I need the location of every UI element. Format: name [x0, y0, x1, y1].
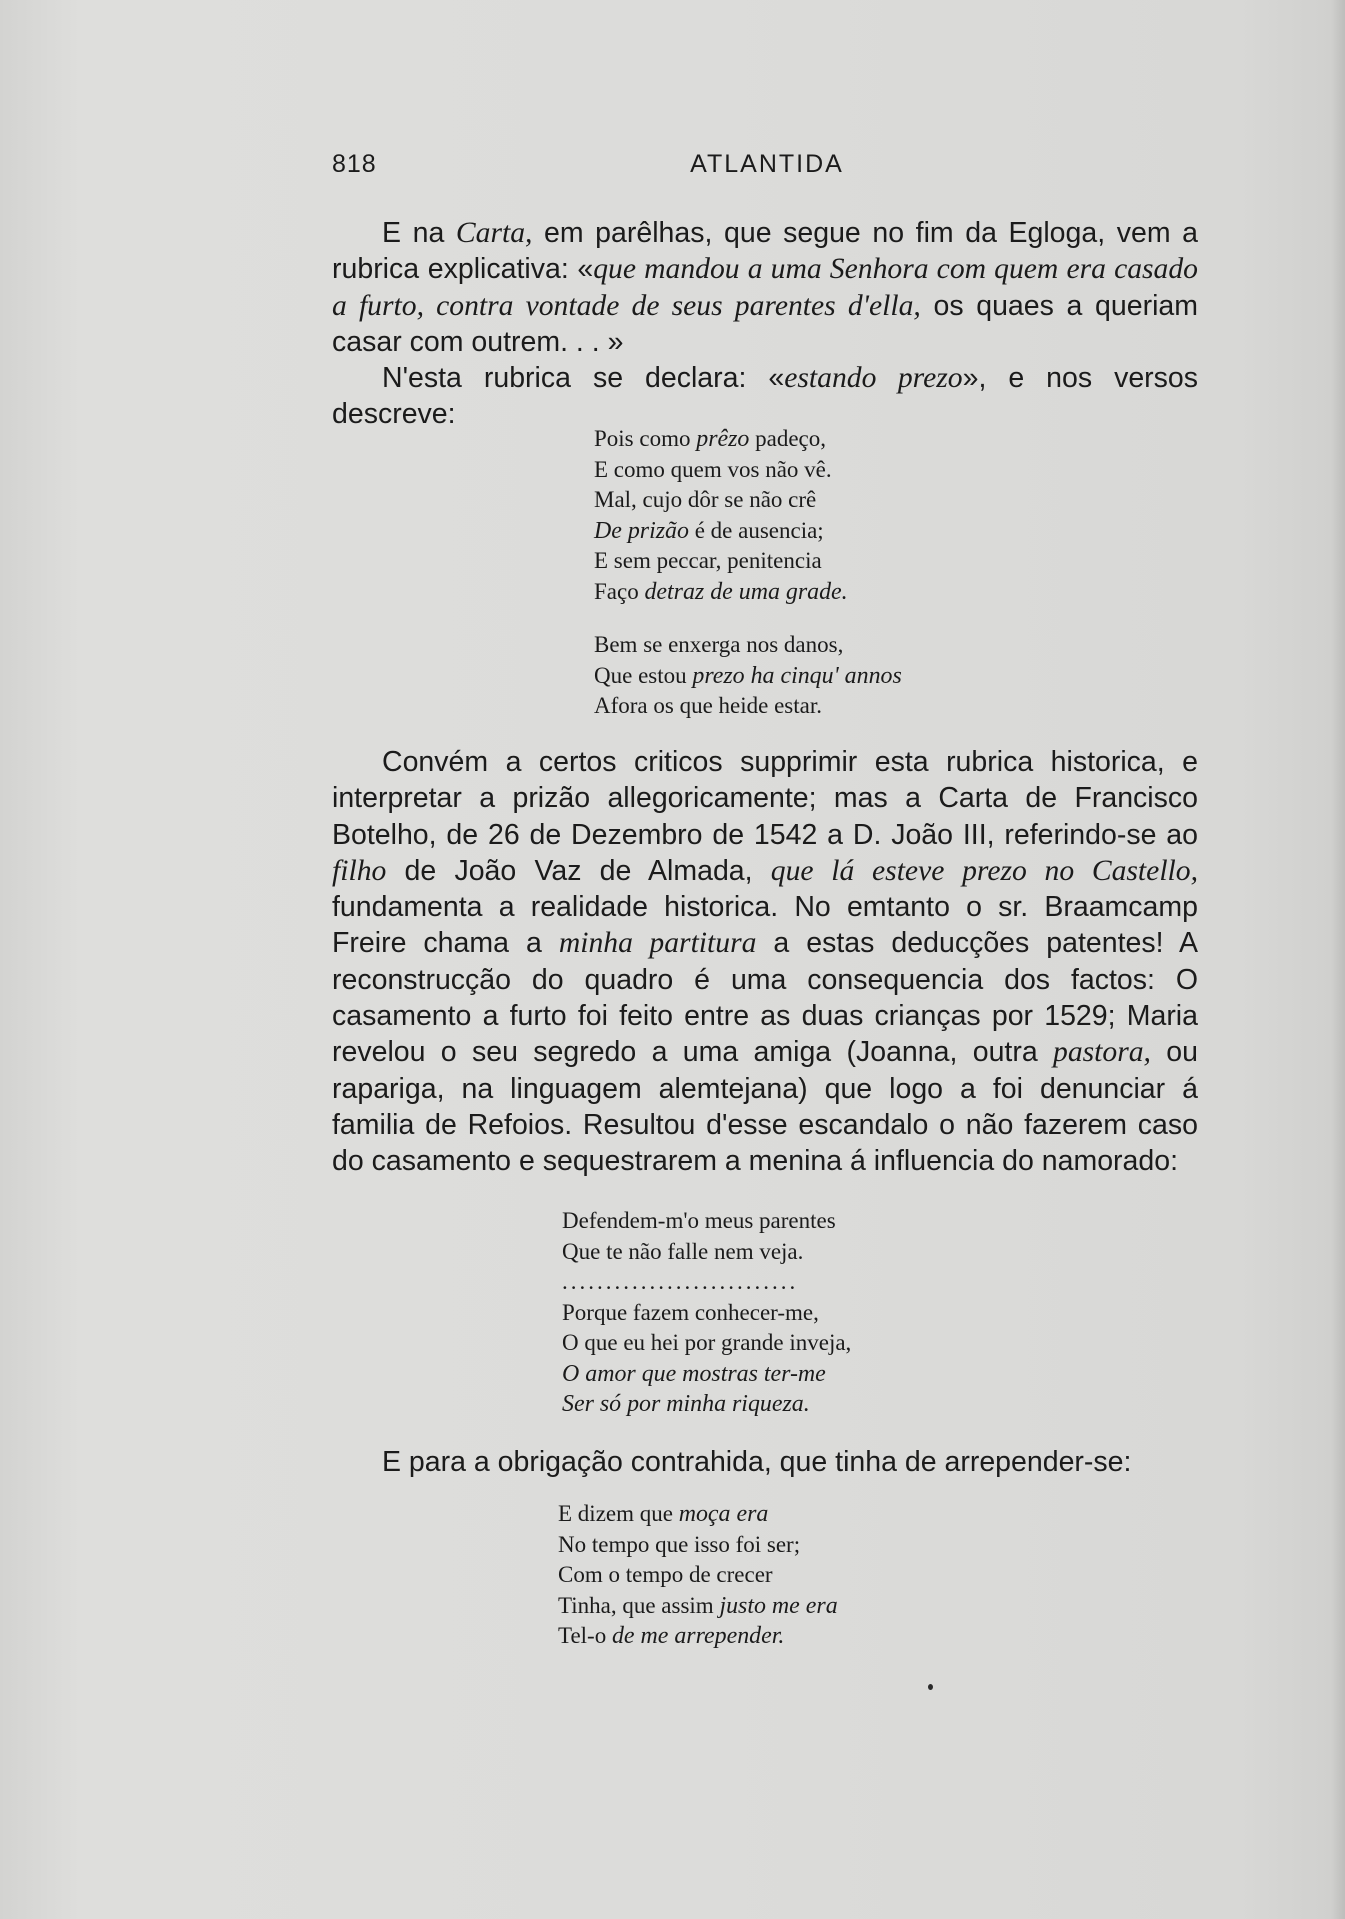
verse-line: Que estou prezo ha cinqu' annos [594, 662, 902, 689]
text-run: N'esta rubrica se declara: « [382, 362, 785, 395]
ink-speck [928, 1684, 933, 1690]
verse-line: E sem peccar, penitencia [594, 548, 822, 573]
page-number: 818 [332, 150, 377, 178]
italic-run: estando prezo [784, 362, 963, 395]
verse-line: Afora os que heide estar. [594, 693, 823, 718]
text-run: de João Vaz de Almada, [386, 854, 771, 887]
paragraph-prizao-argument [332, 744, 1198, 1180]
text-run: », e nos versos descreve: [332, 362, 1199, 431]
verse-line: Tinha, que assim justo me era [558, 1592, 838, 1619]
text-run: fundamenta a realidade historica. No emtanto o sr. Braamcamp Freire chama a [332, 891, 1198, 960]
verse-line: Que te não falle nem veja. [562, 1238, 804, 1264]
verse-line: O amor que mostras ter-me [562, 1360, 826, 1387]
text-run: em parêlhas, que segue no fim da Egloga, vem a rubrica explicativa: « [332, 217, 1199, 286]
verse-line: Mal, cujo dôr se não crê [594, 487, 817, 512]
paragraph-carta-rubrica [332, 215, 1198, 433]
verse-line: O que eu hei por grande inveja, [562, 1330, 852, 1355]
paragraph-rubrica-declara [332, 360, 1198, 433]
verse-line: E como quem vos não vê. [594, 456, 832, 482]
verse-stanza-3 [562, 1206, 851, 1420]
verse-line: E dizem que moça era [558, 1501, 769, 1527]
verse-line: Porque fazem conhecer-me, [562, 1299, 819, 1325]
verse-line: No tempo que isso foi ser; [558, 1531, 801, 1557]
paragraph-obrigacao: E para a obrigação contrahida, que tinha de arrepender-se: [382, 1446, 1132, 1478]
verse-line: Pois como prêzo padeço, [594, 426, 826, 452]
verse-line: Faço detraz de uma grade. [594, 578, 848, 605]
verse-line: Bem se enxerga nos danos, [594, 632, 844, 657]
italic-run: filho [332, 854, 387, 887]
verse-line: Defendem-m'o meus parentes [562, 1208, 836, 1233]
verse-line: De prizão é de ausencia; [594, 517, 824, 544]
text-run: a estas deducções patentes! A reconstrucção do quadro é uma consequencia dos factos: O casamento a furto foi feito entre as duas crianças por 1529; Maria revelou o seu segredo a uma amiga (Joanna, outra [332, 927, 1198, 1069]
verse-line: Ser só por minha riqueza. [562, 1391, 810, 1417]
page-edge-shadow [1331, 0, 1345, 1919]
verse-ellipsis-row: ........................... [562, 1269, 799, 1294]
verse-stanza-4 [558, 1499, 838, 1652]
text-run: ou rapariga, na linguagem alemtejana) que logo a foi denunciar á familia de Refoios. Resultou d'esse escandalo o não fazerem caso do casamento e sequestrarem a menina á influencia do namorado: [332, 1036, 1198, 1178]
text-run: E na [382, 217, 456, 249]
italic-run: minha partitura [558, 927, 757, 960]
italic-run: que mandou a uma Senhora com quem era casado a furto, contra vontade de seus parentes d'ella, [332, 253, 1198, 322]
verse-line: Tel-o de me arrepender. [558, 1623, 785, 1649]
italic-run: pastora, [1053, 1036, 1151, 1069]
verse-line: Com o tempo de crecer [558, 1562, 773, 1587]
running-header [332, 150, 1202, 180]
text-run: os quaes a queriam casar com outrem. . . » [332, 289, 1198, 358]
italic-run: Carta, [455, 217, 533, 249]
journal-title: ATLANTIDA [690, 150, 844, 178]
italic-run: que lá esteve prezo no Castello, [770, 854, 1198, 887]
verse-stanza-2 [594, 630, 902, 722]
verse-stanza-1 [594, 424, 848, 607]
text-run: Convém a certos criticos supprimir esta rubrica historica, e interpretar a prizão allegoricamente; mas a Carta de Francisco Botelho, de 26 de Dezembro de 1542 a D. João III, referindo-se ao [332, 746, 1198, 851]
